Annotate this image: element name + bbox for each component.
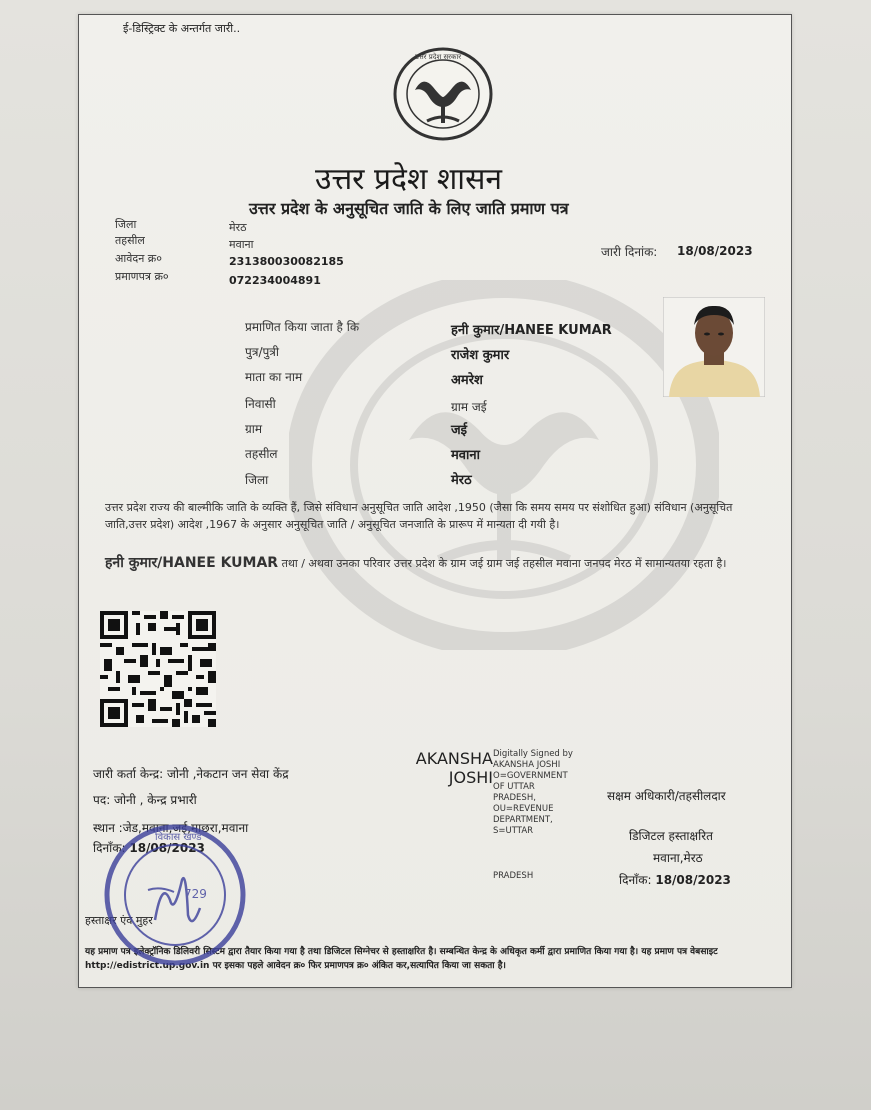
meta-label-tehsil: तहसील [115,234,145,247]
authority-date-line [619,871,731,888]
field-label-village: ग्राम [245,422,263,436]
issuer-post: पद: जोनी , केन्द्र प्रभारी [93,793,197,807]
qr-code[interactable] [99,611,217,727]
signature-note-line: DEPARTMENT, [493,815,553,825]
applicant-photo [663,297,765,397]
seal-label: हस्ताक्षर एंव मुहर [85,914,153,927]
authority-signed: डिजिटल हस्ताक्षरित [629,829,713,843]
field-label-tehsil: तहसील [245,447,278,461]
meta-value-certificate-no: 072234004891 [229,274,321,287]
signer-name [403,749,493,787]
signature-note-line: S=UTTAR [493,826,534,836]
emblem-ring-text: उत्तर प्रदेश सरकार [415,53,462,61]
signature-note-line: OU=REVENUE [493,804,554,814]
signature-note-line: O=GOVERNMENT [493,771,568,781]
field-value-district: मेरठ [451,473,472,488]
authority-place: मवाना,मेरठ [653,851,703,865]
field-value-resident: ग्राम जई [451,400,487,414]
residence-paragraph-name: हनी कुमार/HANEE KUMAR [105,555,279,571]
meta-label-application-no: आवेदन क्र० [115,252,162,265]
caste-statement-paragraph: उत्तर प्रदेश राज्य की बाल्मीकि जाति के व्यक्ति हैं, जिसे संविधान अनुसूचित जाति आदेश ,1950 (जैसा कि समय समय पर संशोधित हुआ) संविधान (अनुसूचित जाति,उत्तर प्रदेश) आदेश ,1967 के अनुसार अनुसूचित जाति / अनुसूचित जनजाति के प्रारूप में मान्यता दी गयी है। [105,501,733,531]
official-stamp-icon [100,820,250,970]
signer-name-line2: JOSHI [448,768,493,787]
field-label-mother: माता का नाम [245,370,303,384]
field-label-parent: पुत्र/पुत्री [245,345,280,359]
authority-date-value: 18/08/2023 [655,873,731,887]
field-value-village: जई [451,423,468,438]
field-value-tehsil: मवाना [451,448,480,463]
authority-date-label: दिनाँक: [619,873,652,887]
issue-date-value: 18/08/2023 [677,244,753,258]
stamp-text: विकास खण्ड [155,832,202,843]
meta-value-district: मेरठ [229,221,247,234]
signature-note-line: AKANSHA JOSHI [493,760,561,770]
signature-note-line: OF UTTAR [493,782,535,792]
stamp-code: 729 [184,887,207,901]
meta-value-tehsil: मवाना [229,238,254,251]
digital-signature-note-last: PRADESH [493,871,534,881]
issuer-center: जारी कर्ता केन्द्र: जोनी ,नेकटान जन सेवा केंद्र [93,767,289,781]
header-note: ई-डिस्ट्रिक्ट के अन्तर्गत जारी.. [123,22,241,35]
meta-value-application-no: 231380030082185 [229,255,344,268]
digital-signature-note [493,749,573,837]
field-value-name: हनी कुमार/HANEE KUMAR [451,323,612,338]
field-label-district: जिला [245,473,269,487]
verification-footer: यह प्रमाण पत्र इलेक्ट्रॉनिक डिलिवरी सिस्टम द्वारा तैयार किया गया है तथा डिजिटल सिग्नेचर से हस्ताक्षरित है। सम्बन्धित केन्द्र के अधिकृत कर्मी द्वारा प्रमाणित किया गया है। यह प्रमाण पत्र वेबसाइट http://edistrict.up.gov.in पर इसका पहले आवेदन क्र० फिर प्रमाणपत्र क्र० अंकित कर,सत्यापित किया जा सकता है। [85,947,718,971]
issuer-date-value: 18/08/2023 [129,841,205,855]
issuer-place: स्थान :जेड,मवाना,जई,माछरा,मवाना [93,821,249,835]
issuer-date-label: दिनाँक: [93,841,126,855]
signature-note-line: PRADESH, [493,793,536,803]
document-subtitle: उत्तर प्रदेश के अनुसूचित जाति के लिए जाति प्रमाण पत्र [249,199,569,218]
field-value-mother: अमरेश [451,373,483,388]
field-value-father: राजेश कुमार [451,348,510,363]
meta-label-certificate-no: प्रमाणपत्र क्र० [115,270,169,283]
authority-title: सक्षम अधिकारी/तहसीलदार [607,789,726,803]
signer-name-line1: AKANSHA [415,749,493,768]
meta-label-district: जिला [115,218,137,231]
field-label-certified: प्रमाणित किया जाता है कि [245,320,360,334]
residence-paragraph-text: तथा / अथवा उनका परिवार उत्तर प्रदेश के ग्राम जई ग्राम जई तहसील मवाना जनपद मेरठ में सामान्यतया रहता है। [278,557,727,570]
document-title: उत्तर प्रदेश शासन [315,162,503,197]
issue-date-label: जारी दिनांक: [601,245,658,259]
field-label-resident: निवासी [245,397,276,411]
signature-note-line: Digitally Signed by [493,749,573,759]
residence-paragraph [105,555,755,572]
